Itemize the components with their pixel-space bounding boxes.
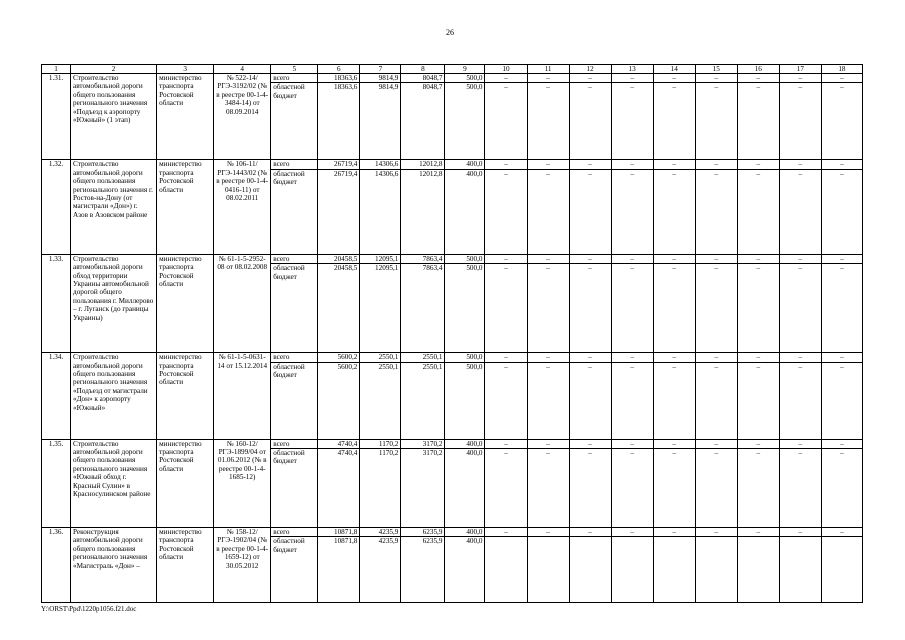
column-number-cell: 9: [445, 65, 485, 74]
amount-col-10: –: [485, 74, 527, 83]
item-document: № 158-12/РГЭ-1902/04 (№ в реестре 00-1-4-1659-12) от 30.05.2012: [214, 528, 271, 603]
column-number-cell: 1: [42, 65, 71, 74]
total-amount: 5600,2: [318, 362, 360, 439]
amount-col-15: [695, 537, 737, 603]
amount-col-7: 2550,1: [360, 353, 401, 362]
funding-source: всего: [271, 353, 318, 362]
funding-source: областной бюджет: [271, 169, 318, 254]
item-name: Реконструкция автомобильной дороги общего пользования регионального значения «Магистраль «Дон» –: [71, 528, 157, 603]
column-number-cell: 4: [214, 65, 271, 74]
amount-col-12: –: [569, 83, 611, 160]
item-name: Строительство автомобильной дороги общего пользования регионального значения «Подъезд к аэропорту «Южный» (1 этап): [71, 74, 157, 160]
total-amount: 20458,5: [318, 254, 360, 263]
funding-source: всего: [271, 439, 318, 448]
funding-source: всего: [271, 254, 318, 263]
amount-col-18: –: [821, 160, 862, 169]
amount-col-16: –: [737, 439, 779, 448]
item-number: 1.33.: [42, 254, 71, 352]
item-name: Строительство автомобильной дороги общего пользования регионального значения г. Ростов-на-Дону (от магистрали «Дон») г. Азов в Азовском районе: [71, 160, 157, 254]
amount-col-18: –: [821, 169, 862, 254]
amount-col-12: –: [569, 74, 611, 83]
amount-col-15: –: [695, 439, 737, 448]
amount-col-18: –: [821, 264, 862, 353]
table-row: [42, 528, 863, 537]
amount-col-8: 2550,1: [401, 362, 445, 439]
amount-col-11: –: [527, 74, 569, 83]
item-executor: министерство транспорта Ростовской области: [157, 353, 214, 439]
amount-col-13: –: [611, 74, 653, 83]
total-amount: 26719,4: [318, 169, 360, 254]
amount-col-15: –: [695, 264, 737, 353]
amount-col-13: –: [611, 449, 653, 528]
column-number-cell: 10: [485, 65, 527, 74]
amount-col-13: –: [611, 83, 653, 160]
amount-col-16: [737, 537, 779, 603]
item-name: Строительство автомобильной дороги общего пользования регионального значения «Южный обход г. Красный Сулин» в Красносулинском районе: [71, 439, 157, 527]
amount-col-11: –: [527, 83, 569, 160]
amount-col-16: –: [737, 74, 779, 83]
amount-col-14: –: [653, 353, 695, 362]
funding-source: всего: [271, 74, 318, 83]
amount-col-17: –: [779, 449, 821, 528]
column-number-cell: 3: [157, 65, 214, 74]
amount-col-16: –: [737, 264, 779, 353]
amount-col-8: 6235,9: [401, 537, 445, 603]
amount-col-11: –: [527, 160, 569, 169]
total-amount: 4740,4: [318, 449, 360, 528]
amount-col-17: –: [779, 264, 821, 353]
amount-col-7: 1170,2: [360, 439, 401, 448]
amount-col-7: 2550,1: [360, 362, 401, 439]
amount-col-11: –: [527, 362, 569, 439]
amount-col-17: –: [779, 439, 821, 448]
amount-col-11: –: [527, 254, 569, 263]
column-number-cell: 5: [271, 65, 318, 74]
file-path-footer: Y:\ORST\Ppd\1220p1056.f21.doc: [41, 605, 137, 613]
amount-col-10: –: [485, 439, 527, 448]
amount-col-10: –: [485, 449, 527, 528]
amount-col-17: –: [779, 83, 821, 160]
amount-col-14: –: [653, 169, 695, 254]
amount-col-10: –: [485, 254, 527, 263]
amount-col-7: 14306,6: [360, 169, 401, 254]
amount-col-8: 7863,4: [401, 264, 445, 353]
column-number-cell: 17: [779, 65, 821, 74]
amount-col-9: 400,0: [445, 439, 485, 448]
amount-col-18: –: [821, 83, 862, 160]
amount-col-14: –: [653, 362, 695, 439]
amount-col-12: –: [569, 528, 611, 537]
item-name: Строительство автомобильной дороги обход территории Украины автомобильной дорогой общего пользования г. Миллерово – г. Луганск (до границы Украины): [71, 254, 157, 352]
amount-col-8: 6235,9: [401, 528, 445, 537]
amount-col-16: –: [737, 169, 779, 254]
column-number-cell: 18: [821, 65, 862, 74]
amount-col-7: 14306,6: [360, 160, 401, 169]
amount-col-7: 1170,2: [360, 449, 401, 528]
amount-col-13: –: [611, 160, 653, 169]
item-executor: министерство транспорта Ростовской области: [157, 74, 214, 160]
amount-col-12: –: [569, 439, 611, 448]
item-number: 1.31.: [42, 74, 71, 160]
amount-col-11: –: [527, 528, 569, 537]
amount-col-9: 400,0: [445, 537, 485, 603]
amount-col-13: –: [611, 169, 653, 254]
amount-col-9: 400,0: [445, 160, 485, 169]
amount-col-15: –: [695, 528, 737, 537]
amount-col-18: –: [821, 254, 862, 263]
amount-col-11: –: [527, 353, 569, 362]
amount-col-7: 12095,1: [360, 254, 401, 263]
amount-col-8: 12012,8: [401, 160, 445, 169]
amount-col-12: –: [569, 160, 611, 169]
amount-col-13: –: [611, 439, 653, 448]
amount-col-15: –: [695, 254, 737, 263]
amount-col-10: [485, 537, 527, 603]
amount-col-17: –: [779, 528, 821, 537]
amount-col-15: –: [695, 160, 737, 169]
amount-col-7: 9814,9: [360, 74, 401, 83]
amount-col-16: –: [737, 83, 779, 160]
amount-col-10: –: [485, 528, 527, 537]
amount-col-15: –: [695, 449, 737, 528]
amount-col-13: –: [611, 528, 653, 537]
item-document: № 61-1-5-2952-08 от 08.02.2008: [214, 254, 271, 352]
amount-col-8: 3170,2: [401, 449, 445, 528]
column-number-cell: 14: [653, 65, 695, 74]
item-number: 1.34.: [42, 353, 71, 439]
amount-col-16: –: [737, 160, 779, 169]
total-amount: 4740,4: [318, 439, 360, 448]
amount-col-13: [611, 537, 653, 603]
amount-col-16: –: [737, 362, 779, 439]
table-row: [42, 254, 863, 263]
amount-col-11: –: [527, 449, 569, 528]
table-row: [42, 439, 863, 448]
item-executor: министерство транспорта Ростовской области: [157, 254, 214, 352]
column-number-cell: 15: [695, 65, 737, 74]
amount-col-14: –: [653, 264, 695, 353]
amount-col-10: –: [485, 169, 527, 254]
amount-col-10: –: [485, 160, 527, 169]
amount-col-7: 4235,9: [360, 537, 401, 603]
total-amount: 26719,4: [318, 160, 360, 169]
funding-source: всего: [271, 160, 318, 169]
item-document: № 160-12/РГЭ-1899/04 от 01.06.2012 (№ в реестре 00-1-4-1685-12): [214, 439, 271, 527]
amount-col-18: –: [821, 353, 862, 362]
amount-col-16: –: [737, 254, 779, 263]
item-executor: министерство транспорта Ростовской области: [157, 439, 214, 527]
amount-col-10: –: [485, 362, 527, 439]
funding-source: областной бюджет: [271, 83, 318, 160]
amount-col-17: –: [779, 160, 821, 169]
amount-col-11: –: [527, 264, 569, 353]
amount-col-9: 500,0: [445, 254, 485, 263]
funding-source: областной бюджет: [271, 449, 318, 528]
amount-col-7: 9814,9: [360, 83, 401, 160]
amount-col-12: –: [569, 254, 611, 263]
amount-col-7: 12095,1: [360, 264, 401, 353]
page-number: 26: [446, 28, 454, 37]
total-amount: 18363,6: [318, 74, 360, 83]
amount-col-14: –: [653, 449, 695, 528]
amount-col-11: [527, 537, 569, 603]
funding-source: областной бюджет: [271, 362, 318, 439]
amount-col-12: –: [569, 353, 611, 362]
column-number-cell: 16: [737, 65, 779, 74]
amount-col-14: –: [653, 254, 695, 263]
funding-source: областной бюджет: [271, 264, 318, 353]
amount-col-9: 500,0: [445, 83, 485, 160]
amount-col-9: 500,0: [445, 74, 485, 83]
amount-col-18: –: [821, 449, 862, 528]
amount-col-8: 8048,7: [401, 83, 445, 160]
amount-col-14: –: [653, 83, 695, 160]
amount-col-17: –: [779, 169, 821, 254]
amount-col-14: –: [653, 439, 695, 448]
column-number-cell: 12: [569, 65, 611, 74]
amount-col-17: –: [779, 254, 821, 263]
program-table: [41, 64, 863, 603]
amount-col-14: [653, 537, 695, 603]
total-amount: 5600,2: [318, 353, 360, 362]
amount-col-18: –: [821, 528, 862, 537]
amount-col-12: –: [569, 169, 611, 254]
table-row: [42, 160, 863, 169]
column-number-row: [42, 65, 863, 74]
amount-col-14: –: [653, 160, 695, 169]
item-number: 1.35.: [42, 439, 71, 527]
amount-col-14: –: [653, 528, 695, 537]
amount-col-9: 500,0: [445, 264, 485, 353]
amount-col-10: –: [485, 264, 527, 353]
amount-col-16: –: [737, 528, 779, 537]
item-document: № 106-11/РГЭ-1443/02 (№ в реестре 00-1-4-0416-11) от 08.02.2011: [214, 160, 271, 254]
amount-col-15: –: [695, 362, 737, 439]
column-number-cell: 7: [360, 65, 401, 74]
column-number-cell: 13: [611, 65, 653, 74]
amount-col-10: –: [485, 83, 527, 160]
amount-col-18: [821, 537, 862, 603]
amount-col-7: 4235,9: [360, 528, 401, 537]
column-number-cell: 8: [401, 65, 445, 74]
amount-col-18: –: [821, 74, 862, 83]
amount-col-11: –: [527, 439, 569, 448]
amount-col-9: 500,0: [445, 362, 485, 439]
amount-col-17: –: [779, 362, 821, 439]
amount-col-12: –: [569, 264, 611, 353]
amount-col-9: 400,0: [445, 169, 485, 254]
total-amount: 20458,5: [318, 264, 360, 353]
amount-col-8: 7863,4: [401, 254, 445, 263]
amount-col-13: –: [611, 264, 653, 353]
amount-col-8: 2550,1: [401, 353, 445, 362]
table-row: [42, 74, 863, 83]
amount-col-16: –: [737, 353, 779, 362]
amount-col-12: [569, 537, 611, 603]
amount-col-11: –: [527, 169, 569, 254]
amount-col-14: –: [653, 74, 695, 83]
amount-col-15: –: [695, 83, 737, 160]
amount-col-15: –: [695, 353, 737, 362]
amount-col-18: –: [821, 362, 862, 439]
amount-col-8: 3170,2: [401, 439, 445, 448]
total-amount: 10871,8: [318, 528, 360, 537]
amount-col-8: 12012,8: [401, 169, 445, 254]
table-row: [42, 353, 863, 362]
amount-col-12: –: [569, 362, 611, 439]
amount-col-17: –: [779, 353, 821, 362]
total-amount: 18363,6: [318, 83, 360, 160]
amount-col-18: –: [821, 439, 862, 448]
column-number-cell: 2: [71, 65, 157, 74]
column-number-cell: 11: [527, 65, 569, 74]
item-executor: министерство транспорта Ростовской области: [157, 160, 214, 254]
amount-col-15: –: [695, 74, 737, 83]
item-document: № 522-14/РГЭ-3192/02 (№ в реестре 00-1-4-3484-14) от 08.09.2014: [214, 74, 271, 160]
item-name: Строительство автомобильной дороги общего пользования регионального значения «Подъезд от магистрали «Дон» к аэропорту «Южный»: [71, 353, 157, 439]
amount-col-9: 500,0: [445, 353, 485, 362]
amount-col-13: –: [611, 254, 653, 263]
amount-col-9: 400,0: [445, 528, 485, 537]
amount-col-13: –: [611, 362, 653, 439]
funding-source: всего: [271, 528, 318, 537]
funding-source: областной бюджет: [271, 537, 318, 603]
amount-col-8: 8048,7: [401, 74, 445, 83]
amount-col-17: –: [779, 74, 821, 83]
item-number: 1.32.: [42, 160, 71, 254]
amount-col-9: 400,0: [445, 449, 485, 528]
column-number-cell: 6: [318, 65, 360, 74]
amount-col-17: [779, 537, 821, 603]
item-executor: министерство транспорта Ростовской области: [157, 528, 214, 603]
amount-col-12: –: [569, 449, 611, 528]
item-document: № 61-1-5-0631-14 от 15.12.2014: [214, 353, 271, 439]
amount-col-15: –: [695, 169, 737, 254]
amount-col-10: –: [485, 353, 527, 362]
amount-col-13: –: [611, 353, 653, 362]
amount-col-16: –: [737, 449, 779, 528]
total-amount: 10871,8: [318, 537, 360, 603]
item-number: 1.36.: [42, 528, 71, 603]
